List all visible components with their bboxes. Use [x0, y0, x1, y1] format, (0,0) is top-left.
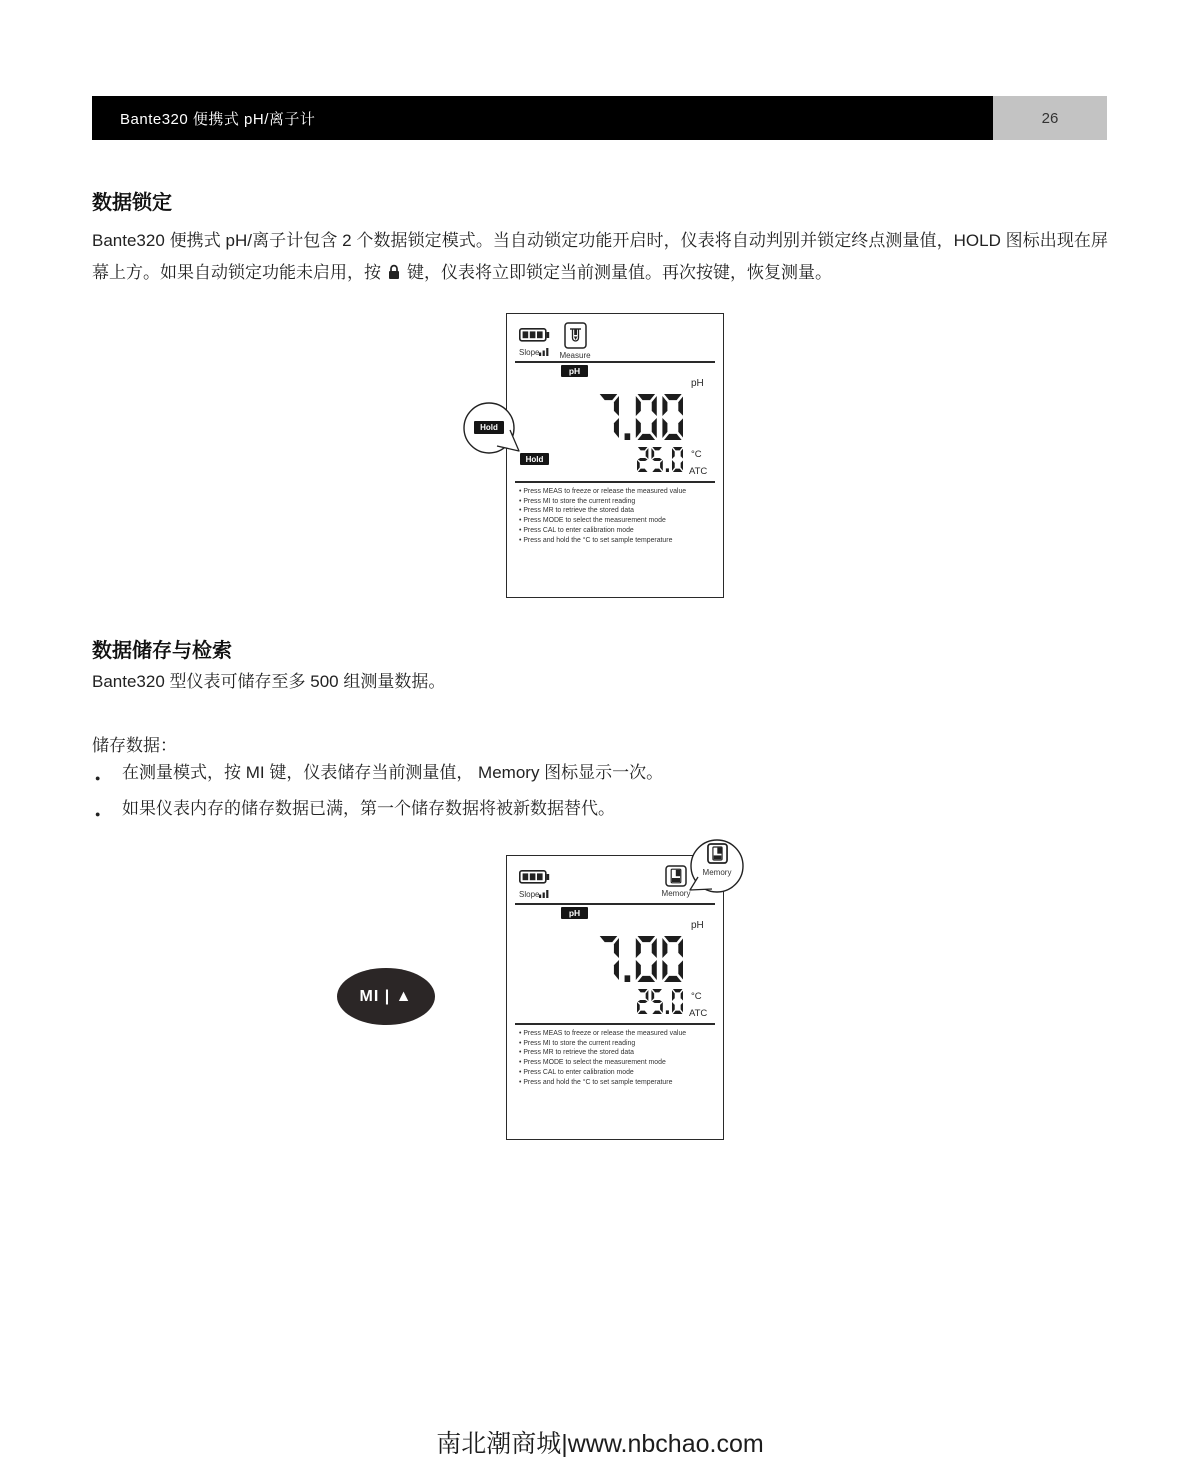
hold-indicator-badge: Hold: [520, 453, 549, 465]
slope-label: Slope: [519, 890, 540, 899]
ph-mode-badge: pH: [561, 907, 588, 919]
instruction-line: • Press MI to store the current reading: [519, 1039, 686, 1049]
instruction-line: • Press MR to retrieve the stored data: [519, 1048, 686, 1058]
mi-key-button: MI | ▲: [337, 968, 435, 1025]
instruction-line: • Press MEAS to freeze or release the measured value: [519, 487, 686, 497]
document-title: Bante320 便携式 pH/离子计: [120, 110, 316, 128]
atc-label: ATC: [689, 1008, 708, 1019]
paragraph-text-after-lock: 键，仪表将立即锁定当前测量值。再次按键，恢复测量。: [407, 263, 832, 282]
temp-unit-label: °C: [691, 991, 702, 1002]
instruction-line: • Press MODE to select the measurement mode: [519, 516, 686, 526]
ph-mode-badge: pH: [561, 365, 588, 377]
instruction-line: • Press MODE to select the measurement mode: [519, 1058, 686, 1068]
page-header: [92, 96, 1107, 140]
memory-lcd-diagram: [320, 830, 770, 1150]
instruction-line: • Press and hold the °C to set sample temperature: [519, 1078, 686, 1088]
bullet-item: [92, 798, 1108, 822]
ph-unit-label: pH: [691, 920, 704, 931]
memory-callout-balloon: [320, 830, 770, 1150]
temp-unit-label: °C: [691, 449, 702, 460]
header-bar: [92, 96, 993, 140]
bullet-text: 在测量模式，按 MI 键，仪表储存当前测量值， Memory 图标显示一次。: [122, 763, 664, 782]
instruction-line: • Press CAL to enter calibration mode: [519, 1068, 686, 1078]
data-hold-paragraph: [92, 225, 1108, 289]
bullet-text: 如果仪表内存的储存数据已满，第一个储存数据将被新数据替代。: [122, 799, 615, 818]
footer-watermark: 南北潮商城|www.nbchao.com: [436, 1430, 764, 1458]
bullet-dot-icon: [92, 762, 122, 786]
store-data-bullet-list: [92, 762, 1108, 834]
data-storage-paragraph: Bante320 型仪表可储存至多 500 组测量数据。: [92, 672, 446, 691]
page-number: 26: [993, 96, 1107, 140]
instruction-line: • Press MI to store the current reading: [519, 497, 686, 507]
instruction-line: • Press and hold the °C to set sample temperature: [519, 536, 686, 546]
lock-icon: [387, 264, 401, 280]
memory-callout-label: Memory: [702, 868, 732, 877]
paragraph-text-before-lock: Bante320 便携式 pH/离子计包含 2 个数据锁定模式。当自动锁定功能开启时，仪表将自动判别并锁定终点测量值，HOLD 图标出现在屏幕上方。如果自动锁定功能未启用，按: [92, 231, 1108, 282]
instruction-line: • Press MEAS to freeze or release the measured value: [519, 1029, 686, 1039]
instruction-line: • Press CAL to enter calibration mode: [519, 526, 686, 536]
measure-label: Measure: [559, 351, 591, 360]
hold-callout-badge: Hold: [474, 421, 504, 434]
hold-lcd-diagram: [440, 300, 760, 600]
atc-label: ATC: [689, 466, 708, 477]
memory-label: Memory: [661, 889, 691, 898]
instruction-line: • Press MR to retrieve the stored data: [519, 506, 686, 516]
bullet-item: [92, 762, 1108, 786]
memory-callout-floppy-icon: [707, 843, 728, 864]
bullet-dot-icon: [92, 798, 122, 822]
section-title-data-storage: 数据储存与检索: [92, 640, 232, 662]
ph-unit-label: pH: [691, 378, 704, 389]
store-data-subheading: 储存数据：: [92, 736, 177, 755]
slope-label: Slope: [519, 348, 540, 357]
hold-callout-balloon: [440, 300, 760, 600]
section-title-data-hold: 数据锁定: [92, 192, 172, 214]
